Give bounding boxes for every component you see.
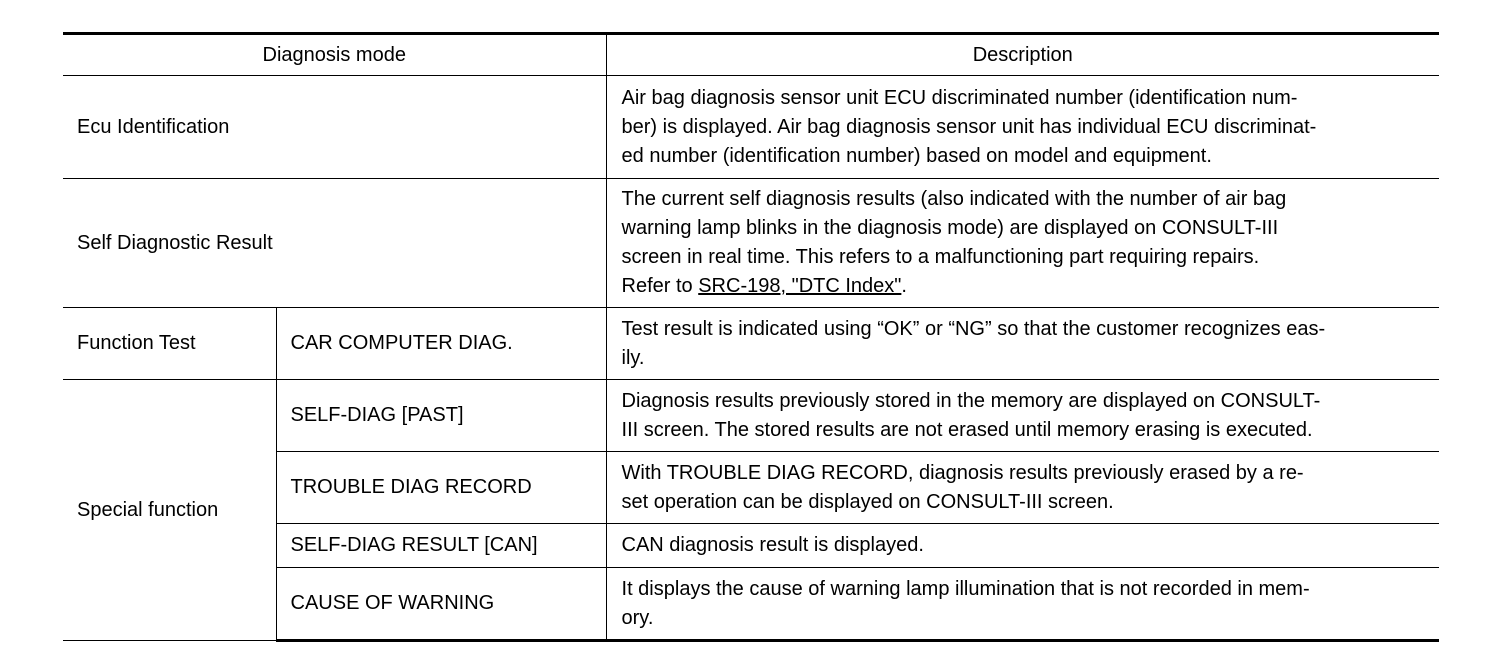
submode-self-diag-past: SELF-DIAG [PAST] — [276, 380, 606, 452]
description-line: ed number (identification number) based on model and equipment. — [621, 144, 1212, 167]
table-row — [63, 76, 1439, 179]
header-diagnosis-mode: Diagnosis mode — [63, 34, 606, 76]
description-line: The current self diagnosis results (also indicated with the number of air bag — [621, 188, 1287, 210]
mode-function-test: Function Test — [63, 308, 276, 380]
submode-trouble-diag-record: TROUBLE DIAG RECORD — [276, 452, 606, 524]
reference-line — [622, 272, 1426, 301]
mode-special-function: Special function — [63, 380, 276, 641]
description-line: ory. — [621, 606, 654, 629]
table-header-row — [63, 34, 1439, 76]
table-row — [63, 179, 1439, 308]
submode-car-computer-diag: CAR COMPUTER DIAG. — [276, 308, 606, 380]
description-cell — [606, 380, 1439, 452]
mode-ecu-identification: Ecu Identification — [63, 76, 606, 179]
description-cell — [606, 524, 1439, 568]
diagnosis-mode-table — [63, 32, 1439, 642]
table-row — [63, 308, 1439, 380]
description-line: Test result is indicated using “OK” or “NG” so that the customer recognizes eas- — [621, 317, 1326, 340]
submode-cause-of-warning: CAUSE OF WARNING — [276, 568, 606, 641]
dtc-index-link[interactable]: SRC-198, "DTC Index" — [698, 275, 902, 297]
description-line: set operation can be displayed on CONSULT-III screen. — [621, 490, 1114, 513]
table-row — [63, 380, 1439, 452]
description-line: warning lamp blinks in the diagnosis mode) are displayed on CONSULT-III — [621, 217, 1279, 239]
description-cell — [606, 179, 1439, 308]
header-description: Description — [606, 34, 1439, 76]
description-cell — [606, 308, 1439, 380]
description-line: III screen. The stored results are not erased until memory erasing is executed. — [621, 418, 1313, 441]
description-line: screen in real time. This refers to a malfunctioning part requiring repairs. — [621, 246, 1260, 268]
description-line: CAN diagnosis result is displayed. — [621, 534, 924, 556]
description-line: ily. — [621, 346, 645, 369]
description-cell — [606, 76, 1439, 179]
reference-suffix: . — [901, 275, 907, 297]
reference-prefix: Refer to — [621, 275, 699, 297]
description-cell — [606, 568, 1439, 641]
description-cell — [606, 452, 1439, 524]
description-line: ber) is displayed. Air bag diagnosis sensor unit has individual ECU discriminat- — [621, 115, 1317, 138]
description-line: With TROUBLE DIAG RECORD, diagnosis results previously erased by a re- — [621, 461, 1304, 484]
mode-self-diagnostic-result: Self Diagnostic Result — [63, 179, 606, 308]
description-line: Air bag diagnosis sensor unit ECU discriminated number (identification num- — [621, 86, 1298, 109]
submode-self-diag-result-can: SELF-DIAG RESULT [CAN] — [276, 524, 606, 568]
description-line: Diagnosis results previously stored in the memory are displayed on CONSULT- — [621, 389, 1321, 412]
description-line: It displays the cause of warning lamp illumination that is not recorded in mem- — [621, 577, 1310, 600]
